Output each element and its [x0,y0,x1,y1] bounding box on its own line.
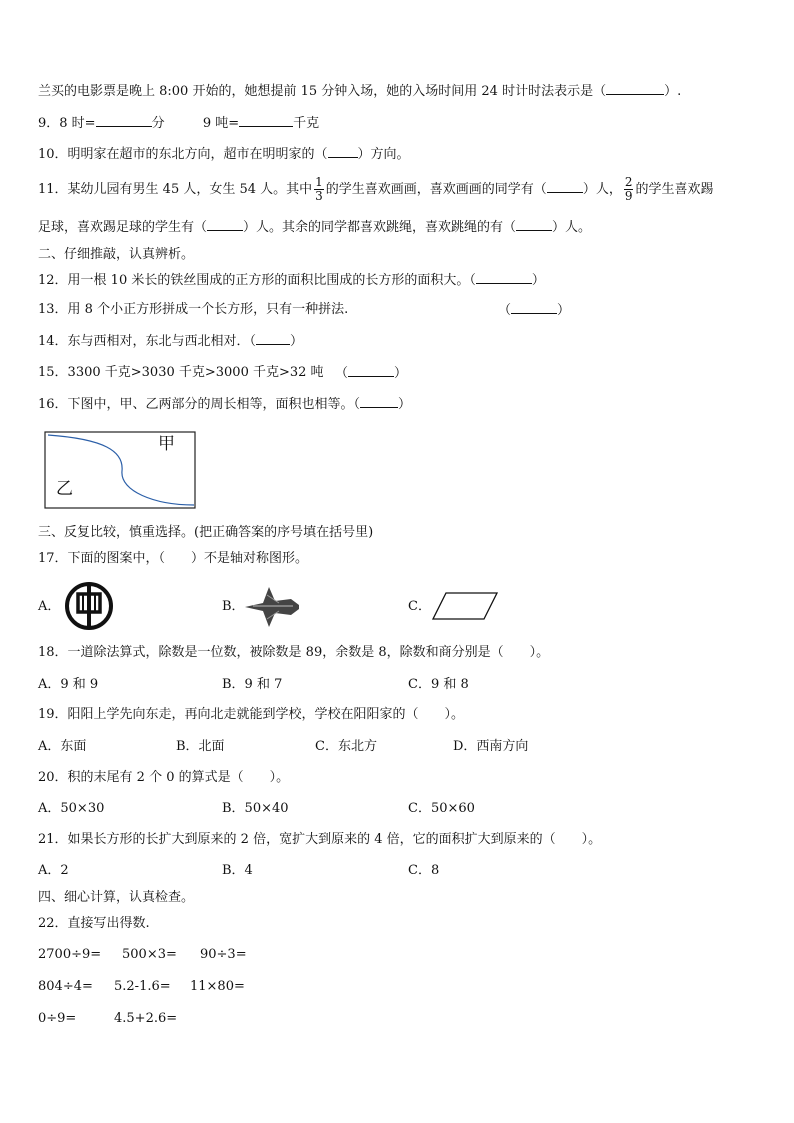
option-b[interactable]: B．4 [222,863,253,878]
question-8-continued: 兰买的电影票是晚上 8:00 开始的，她想提前 15 分钟入场，她的入场时间用 24 时计时法表示是（ ）. [38,84,682,99]
answer-blank[interactable] [360,395,398,408]
question-12: 12．用一根 10 米长的铁丝围成的正方形的面积比围成的长方形的面积大。（ ） [38,273,545,288]
fraction-one-third: $\frac{1}{3}$ [315,175,323,203]
fraction-two-ninths: $\frac{2}{9}$ [624,175,633,203]
option-c[interactable]: C．东北方 [315,739,377,754]
answer-blank[interactable] [256,332,290,345]
answer-blank[interactable] [511,301,557,314]
label-yi: 乙 [56,479,73,499]
option-b[interactable]: B． [222,599,245,614]
answer-blank[interactable] [547,180,583,193]
calc-item: 11×80= [190,979,245,994]
calc-item: 500×3= [122,947,177,962]
answer-blank[interactable] [96,114,152,127]
question-17: 17．下面的图案中，（ ）不是轴对称图形。 [38,551,309,566]
question-22: 22．直接写出得数. [38,916,150,931]
calc-item: 2700÷9= [38,947,102,962]
calc-item: 4.5+2.6= [114,1011,178,1026]
option-d[interactable]: D．西南方向 [453,739,529,754]
option-a[interactable]: A．2 [38,863,69,878]
jet-plane-icon [243,585,301,629]
answer-blank[interactable] [476,271,532,284]
answer-blank[interactable] [606,82,664,95]
question-9: 9．8 时= 分 9 吨= 千克 [38,116,320,131]
answer-blank[interactable] [207,218,243,231]
option-a[interactable]: A．东面 [38,739,87,754]
option-c[interactable]: C． [408,599,431,614]
option-b[interactable]: B．9 和 7 [222,677,283,692]
option-b[interactable]: B．北面 [176,739,225,754]
parallelogram-icon [430,590,500,622]
option-c[interactable]: C．8 [408,863,440,878]
calc-item: 5.2-1.6= [114,979,171,994]
question-11: 11．某幼儿园有男生 45 人，女生 54 人。其中 $\frac{1}{3}$ 的学生喜欢画画，喜欢画画的同学有（ ）人， $\frac{2}{9}$ 的学生喜欢踢 [38,175,714,203]
answer-blank[interactable] [516,218,552,231]
answer-blank[interactable] [328,145,358,158]
question-20: 20．积的末尾有 2 个 0 的算式是（ ）。 [38,770,290,785]
option-a[interactable]: A． [38,599,61,614]
answer-blank[interactable] [239,114,293,127]
question-15-answer: （ ） [335,366,408,381]
question-14: 14．东与西相对，东北与西北相对．（ ） [38,334,304,349]
calc-item: 0÷9= [38,1011,77,1026]
option-a[interactable]: A．50×30 [38,801,105,816]
bank-logo-icon [62,580,116,632]
question-21: 21．如果长方形的长扩大到原来的 2 倍，宽扩大到原来的 4 倍，它的面积扩大到原来的（ ）。 [38,832,602,847]
question-10: 10．明明家在超市的东北方向，超市在明明家的（ ）方向。 [38,147,410,162]
calc-item: 804÷4= [38,979,93,994]
section-4-heading: 四、细心计算，认真检查。 [38,890,195,905]
question-11-line2: 足球，喜欢踢足球的学生有（ ）人。其余的同学都喜欢跳绳，喜欢跳绳的有（ ）人。 [38,220,592,235]
option-b[interactable]: B．50×40 [222,801,289,816]
option-c[interactable]: C．50×60 [408,801,475,816]
answer-blank[interactable] [348,364,394,377]
option-a[interactable]: A．9 和 9 [38,677,99,692]
question-13-answer: （ ） [498,303,571,318]
calc-item: 90÷3= [200,947,247,962]
section-2-heading: 二、仔细推敲，认真辨析。 [38,247,195,262]
q8-text: 兰买的电影票是晚上 8:00 开始的，她想提前 15 分钟入场，她的入场时间用 24 时计时法表示是（ [38,84,607,99]
question-15: 15．3300 千克>3030 千克>3000 千克>32 吨 [38,365,324,380]
label-jia: 甲 [158,434,175,454]
question-16: 16．下图中，甲、乙两部分的周长相等，面积也相等。（ ） [38,397,412,412]
option-c[interactable]: C．9 和 8 [408,677,469,692]
question-19: 19．阳阳上学先向东走，再向北走就能到学校，学校在阳阳家的（ ）。 [38,707,465,722]
question-13: 13．用 8 个小正方形拼成一个长方形，只有一种拼法. [38,302,349,317]
section-3-heading: 三、反复比较，慎重选择。(把正确答案的序号填在括号里) [38,525,374,540]
question-18: 18．一道除法算式，除数是一位数，被除数是 89，余数是 8，除数和商分别是（ ）。 [38,645,550,660]
